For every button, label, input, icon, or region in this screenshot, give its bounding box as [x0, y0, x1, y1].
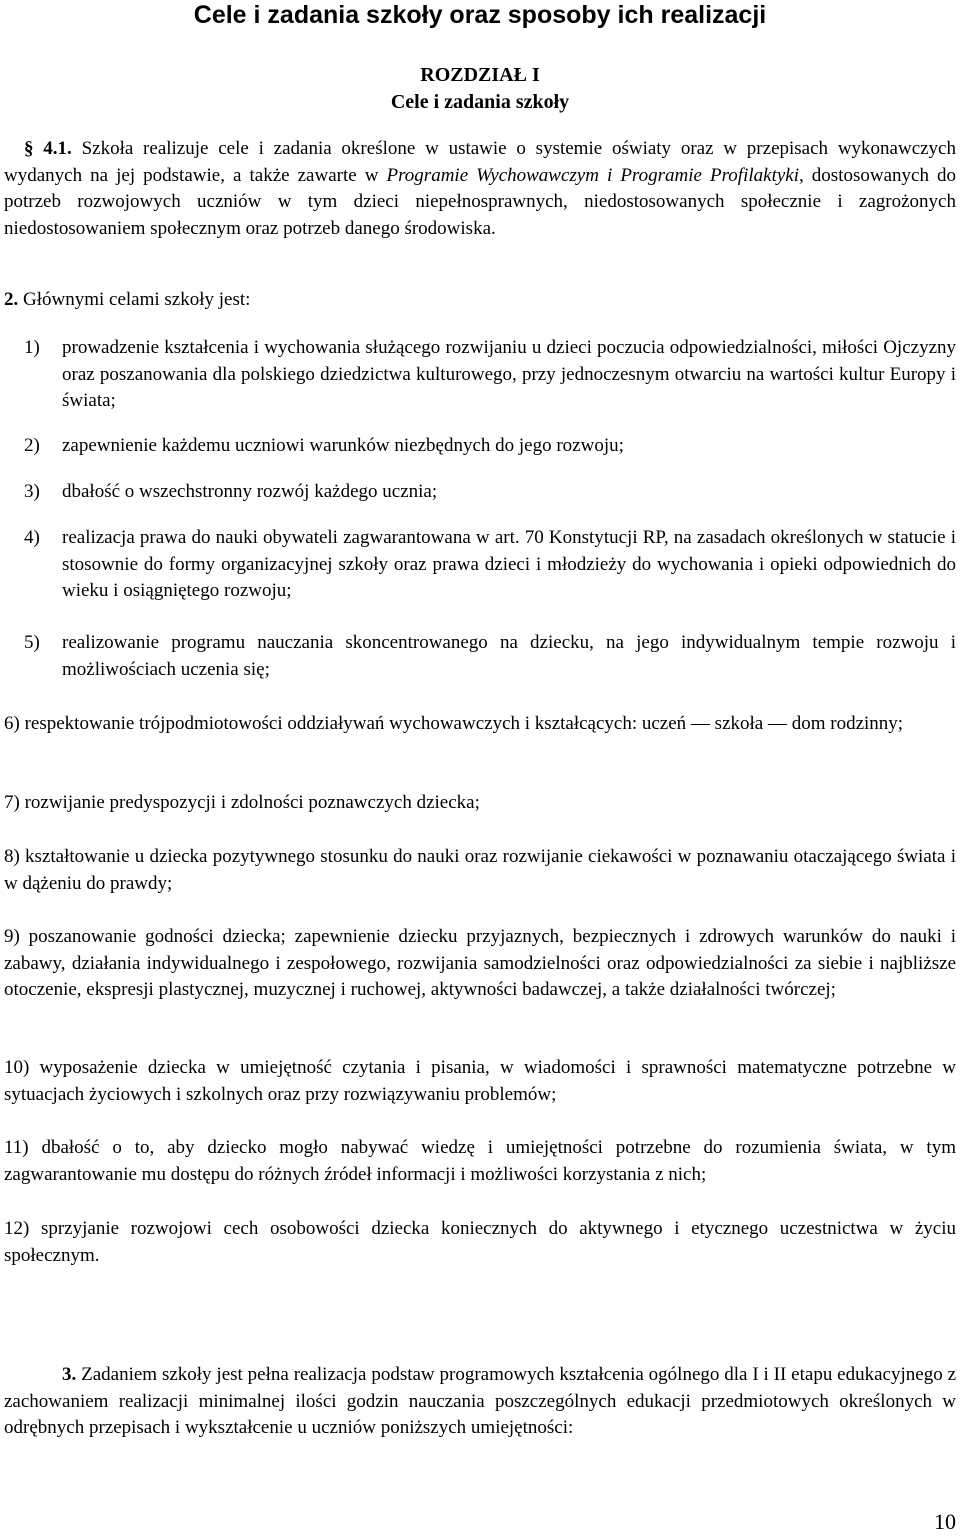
paragraph-text-italic: Programie Wychowawczym i Programie Profilaktyki, [386, 164, 804, 186]
page-number: 10 [934, 1509, 956, 1534]
document-title: Cele i zadania szkoły oraz sposoby ich realizacji [193, 1, 767, 29]
paragraph-3 [4, 1362, 956, 1442]
paragraph-number: 3. [62, 1364, 77, 1385]
list-item-number: 5) [24, 632, 40, 653]
list-item-number: 2) [24, 435, 40, 456]
list-item: 12) sprzyjanie rozwojowi cech osobowości dziecka koniecznych do aktywnego i etycznego uczestnictwa w życiu społecznym. [4, 1218, 956, 1266]
list-item-text: dbałość o wszechstronny rozwój każdego ucznia; [62, 481, 438, 502]
list-item: 10) wyposażenie dziecka w umiejętność czytania i pisania, w wiadomości i sprawności matematyczne potrzebne w sytuacjach życiowych i szkolnych oraz przy rozwiązywaniu problemów; [4, 1057, 956, 1105]
list-item-text: realizacja prawa do nauki obywateli zagwarantowana w art. 70 Konstytucji RP, na zasadach określonych w statucie i stosownie do formy organizacyjnej szkoły oraz prawa dzieci i młodzieży do wychowania i opieki odpowiednich do wieku i osiągniętego rozwoju; [62, 527, 956, 601]
paragraph-text-part2: dostosowanych do potrzeb rozwojowych uczniów w tym dzieci niepełnosprawnych, niedostosowanych społecznie i zagrożonych niedostosowaniem społecznym oraz potrzeb danego środowiska. [4, 164, 957, 239]
paragraph-4-1 [4, 136, 956, 242]
list-item-number: 1) [24, 337, 40, 358]
chapter-label: ROZDZIAŁ I [420, 64, 540, 86]
list-item-number: 4) [24, 527, 40, 548]
chapter-subtitle: Cele i zadania szkoły [390, 91, 570, 113]
list-item: 6) respektowanie trójpodmiotowości oddziaływań wychowawczych i kształcących: uczeń — szkoła — dom rodzinny; [4, 713, 904, 734]
list-item-text: prowadzenie kształcenia i wychowania służącego rozwijaniu u dzieci poczucia odpowiedzialności, miłości Ojczyzny oraz poszanowania dla polskiego dziedzictwa kulturowego, przy jednoczesnym otwarciu na wartości kultur Europy i świata; [62, 337, 956, 411]
list-item: 9) poszanowanie godności dziecka; zapewnienie dziecku przyjaznych, bezpiecznych i zdrowych warunków do nauki i zabawy, działania indywidualnego i zespołowego, rozwijania samodzielności oraz odpowiedzialności za siebie i najbliższe otoczenie, ekspresji plastycznej, muzycznej i ruchowej, aktywności badawczej, a także działalności twórczej; [4, 926, 956, 1000]
paragraph-text-part1: Szkoła realizuje cele i zadania określone w ustawie o systemie oświaty oraz w przepisach wykonawczych wydanych na jej podstawie, a także zawarte w [4, 138, 956, 186]
list-item-text: realizowanie programu nauczania skoncentrowanego na dziecku, na jego indywidualnym tempie rozwoju i możliwościach uczenia się; [62, 632, 956, 680]
paragraph-text: Zadaniem szkoły jest pełna realizacja podstaw programowych kształcenia ogólnego dla I i II etapu edukacyjnego z zachowaniem realizacji minimalnej ilości godzin nauczania poszczególnych edukacji przedmiotowych określonych w odrębnych przepisach i wykształcenie u uczniów poniższych umiejętności: [4, 1364, 956, 1438]
list-item: 8) kształtowanie u dziecka pozytywnego stosunku do nauki oraz rozwijanie ciekawości w poznawaniu otaczającego świata i w dążeniu do prawdy; [4, 846, 956, 894]
list-item: 7) rozwijanie predyspozycji i zdolności poznawczych dziecka; [4, 792, 480, 813]
paragraph-number: § 4.1. [24, 138, 72, 159]
paragraph-2-intro [4, 287, 956, 314]
paragraph-text: Głównymi celami szkoły jest: [23, 289, 251, 310]
paragraph-number: 2. [4, 289, 19, 310]
list-item-text: zapewnienie każdemu uczniowi warunków niezbędnych do jego rozwoju; [62, 435, 624, 456]
list-item: 11) dbałość o to, aby dziecko mogło nabywać wiedzę i umiejętności potrzebne do rozumienia świata, w tym zagwarantowanie mu dostępu do różnych źródeł informacji i możliwości korzystania z nich; [4, 1137, 956, 1185]
list-item-number: 3) [24, 481, 40, 502]
